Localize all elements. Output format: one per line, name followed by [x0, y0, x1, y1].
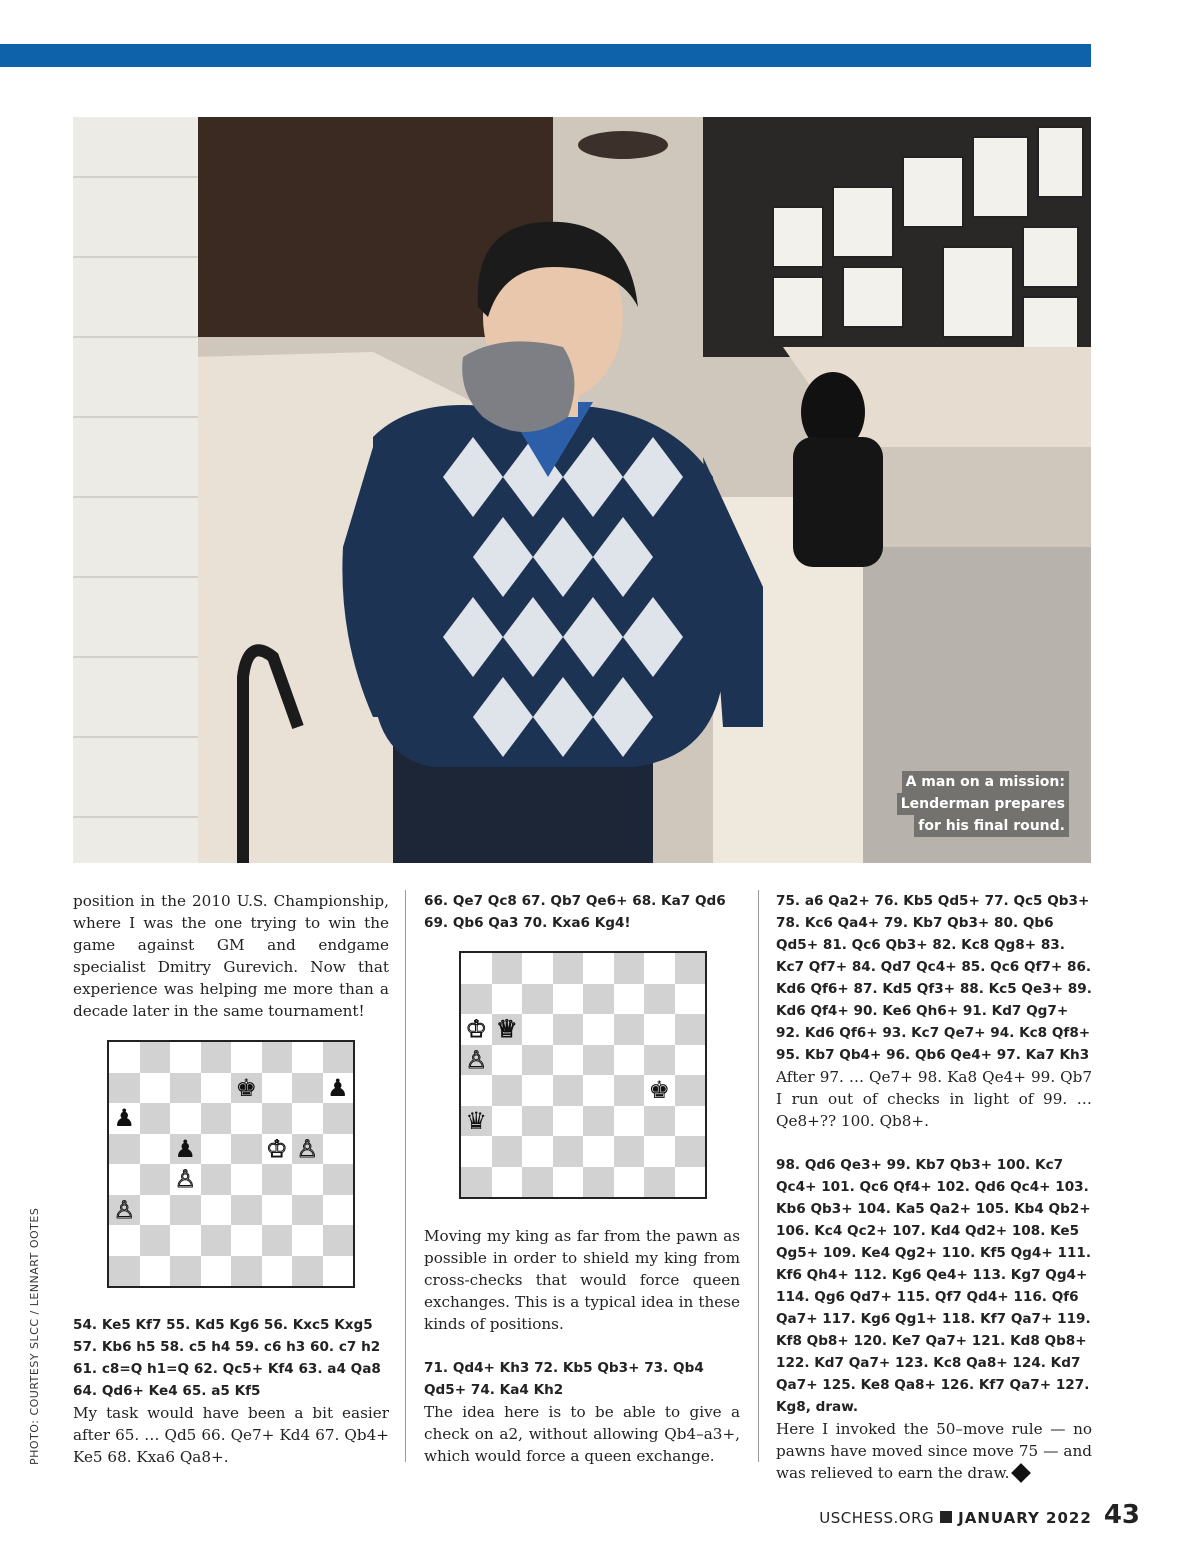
board-square-b7: [140, 1073, 171, 1104]
board-square-g4: [292, 1164, 323, 1195]
board-square-g5: [292, 1134, 323, 1165]
board-square-b1: [492, 1167, 523, 1198]
board-square-e8: [231, 1042, 262, 1073]
paragraph: Here I invoked the 50–move rule — no pawns have moved since move 75 — and was relieved to earn the draw.: [776, 1420, 1092, 1482]
footer-issue: JANUARY 2022: [958, 1509, 1092, 1527]
board-square-a6: [461, 1014, 492, 1045]
board-square-f3: [614, 1106, 645, 1137]
board-square-f2: [262, 1225, 293, 1256]
board-square-b8: [492, 953, 523, 984]
board-square-a2: [461, 1136, 492, 1167]
board-square-e4: [583, 1075, 614, 1106]
board-square-f4: [262, 1164, 293, 1195]
board-square-b8: [140, 1042, 171, 1073]
board-square-g7: [644, 984, 675, 1015]
board-square-a3: [461, 1106, 492, 1137]
chess-diagram-2: [459, 951, 707, 1199]
board-square-h4: [675, 1075, 706, 1106]
photo-caption: A man on a mission: Lenderman prepares for his final round.: [897, 771, 1069, 837]
top-color-bar: [0, 44, 1091, 67]
board-square-b1: [140, 1256, 171, 1287]
board-square-h5: [323, 1134, 354, 1165]
board-square-f8: [262, 1042, 293, 1073]
chess-piece-black: ♟: [174, 1134, 196, 1163]
paragraph: The idea here is to be able to give a check on a2, without allowing Qb4–a3+, which would force a queen exchange.: [424, 1403, 740, 1465]
board-square-f5: [262, 1134, 293, 1165]
board-square-h2: [323, 1225, 354, 1256]
board-square-d5: [201, 1134, 232, 1165]
board-square-e6: [583, 1014, 614, 1045]
chess-piece-white: ♙: [465, 1045, 487, 1074]
column-1: [73, 890, 389, 1022]
chess-piece-white: ♔: [265, 1134, 288, 1163]
chess-piece-white: ♙: [296, 1134, 318, 1163]
board-square-e3: [583, 1106, 614, 1137]
board-square-h6: [675, 1014, 706, 1045]
board-square-b2: [492, 1136, 523, 1167]
board-square-g8: [292, 1042, 323, 1073]
board-square-g4: [644, 1075, 675, 1106]
board-square-e5: [583, 1045, 614, 1076]
board-square-a5: [109, 1134, 140, 1165]
board-square-h2: [675, 1136, 706, 1167]
board-square-a3: [109, 1195, 140, 1226]
board-square-c7: [522, 984, 553, 1015]
board-square-g6: [644, 1014, 675, 1045]
board-square-h7: [675, 984, 706, 1015]
board-square-d8: [553, 953, 584, 984]
game-moves: 66. Qe7 Qc8 67. Qb7 Qe6+ 68. Ka7 Qd6 69. Qb6 Qa3 70. Kxa6 Kg4!: [424, 893, 726, 931]
board-square-h8: [675, 953, 706, 984]
board-square-d6: [201, 1103, 232, 1134]
column-divider: [758, 890, 759, 1462]
board-square-b5: [140, 1134, 171, 1165]
board-square-d1: [201, 1256, 232, 1287]
paragraph: Moving my king as far from the pawn as possible in order to shield my king from cross-checks that would force queen exchanges. This is a typical idea in these kinds of positions.: [424, 1227, 740, 1333]
chess-piece-black: ♚: [648, 1076, 670, 1105]
board-square-c8: [522, 953, 553, 984]
board-square-d5: [553, 1045, 584, 1076]
chess-piece-white: ♕: [495, 1015, 518, 1044]
page-footer: [819, 1500, 1140, 1530]
board-square-e2: [583, 1136, 614, 1167]
board-square-a1: [109, 1256, 140, 1287]
board-square-c7: [170, 1073, 201, 1104]
board-square-h8: [323, 1042, 354, 1073]
board-square-f5: [614, 1045, 645, 1076]
board-square-h4: [323, 1164, 354, 1195]
board-square-e2: [231, 1225, 262, 1256]
board-square-d3: [201, 1195, 232, 1226]
board-square-c3: [170, 1195, 201, 1226]
board-square-b3: [140, 1195, 171, 1226]
board-square-b4: [492, 1075, 523, 1106]
board-square-d8: [201, 1042, 232, 1073]
board-square-c2: [522, 1136, 553, 1167]
board-square-h3: [675, 1106, 706, 1137]
board-square-h3: [323, 1195, 354, 1226]
board-square-e6: [231, 1103, 262, 1134]
board-square-f7: [262, 1073, 293, 1104]
board-square-d2: [201, 1225, 232, 1256]
page-number: 43: [1103, 1500, 1140, 1530]
board-square-g1: [292, 1256, 323, 1287]
board-square-a6: [109, 1103, 140, 1134]
board-square-a7: [461, 984, 492, 1015]
chess-piece-white: ♙: [113, 1195, 135, 1224]
board-square-b7: [492, 984, 523, 1015]
board-square-b6: [492, 1014, 523, 1045]
board-square-f7: [614, 984, 645, 1015]
board-square-d2: [553, 1136, 584, 1167]
board-square-c5: [522, 1045, 553, 1076]
board-square-e7: [231, 1073, 262, 1104]
board-square-g6: [292, 1103, 323, 1134]
board-square-f3: [262, 1195, 293, 1226]
board-square-g3: [292, 1195, 323, 1226]
photo-credit: PHOTO: COURTESY SLCC / LENNART OOTES: [28, 1207, 41, 1465]
board-square-g2: [644, 1136, 675, 1167]
board-square-b2: [140, 1225, 171, 1256]
column-2: [424, 890, 740, 934]
column-1-lower: [73, 1314, 389, 1468]
board-square-a4: [461, 1075, 492, 1106]
board-square-b5: [492, 1045, 523, 1076]
board-square-f8: [614, 953, 645, 984]
board-square-c5: [170, 1134, 201, 1165]
chess-piece-white: ♔: [465, 1015, 487, 1044]
game-moves: 75. a6 Qa2+ 76. Kb5 Qd5+ 77. Qc5 Qb3+ 78. Kc6 Qa4+ 79. Kb7 Qb3+ 80. Qb6 Qd5+ 81. Qc6 Qb3+ 82. Kc8 Qg8+ 83. Kc7 Qf7+ 84. Qd7 Qc4+ 85. Qc6 Qf7+ 86. Kd6 Qf6+ 87. Kd5 Qf3+ 88. Kc5 Qe3+ 89. Kd6 Qf4+ 90. Ke6 Qh6+ 91. Kd7 Qg7+ 92. Kd6 Qf6+ 93. Kc7 Qe7+ 94. Kc8 Qf8+ 95. Kb7 Qb4+ 96. Qb6 Qe4+ 97. Ka7 Kh3: [776, 893, 1092, 1063]
column-2-lower: [424, 1225, 740, 1467]
board-square-a2: [109, 1225, 140, 1256]
board-square-a7: [109, 1073, 140, 1104]
board-square-a4: [109, 1164, 140, 1195]
board-square-h1: [323, 1256, 354, 1287]
chess-piece-black: ♚: [235, 1073, 257, 1102]
board-square-c2: [170, 1225, 201, 1256]
footer-square-icon: [940, 1511, 952, 1523]
game-moves: 71. Qd4+ Kh3 72. Kb5 Qb3+ 73. Qb4 Qd5+ 74. Ka4 Kh2: [424, 1360, 704, 1398]
board-square-g1: [644, 1167, 675, 1198]
column-divider: [405, 890, 406, 1462]
board-square-e1: [583, 1167, 614, 1198]
board-square-e5: [231, 1134, 262, 1165]
board-square-c1: [170, 1256, 201, 1287]
board-square-e4: [231, 1164, 262, 1195]
chess-piece-black: ♛: [465, 1106, 487, 1135]
game-moves: 54. Ke5 Kf7 55. Kd5 Kg6 56. Kxc5 Kxg5 57. Kb6 h5 58. c5 h4 59. c6 h3 60. c7 h2 61. c8=Q h1=Q 62. Qc5+ Kf4 63. a4 Qa8 64. Qd6+ Ke4 65. a5 Kf5: [73, 1317, 381, 1399]
board-square-d4: [553, 1075, 584, 1106]
chess-piece-black: ♟: [113, 1104, 135, 1133]
board-square-a8: [109, 1042, 140, 1073]
board-square-c3: [522, 1106, 553, 1137]
chess-piece-white: ♙: [174, 1165, 196, 1194]
board-square-g8: [644, 953, 675, 984]
board-square-h1: [675, 1167, 706, 1198]
chess-diagram-1: [107, 1040, 355, 1288]
board-square-e3: [231, 1195, 262, 1226]
game-moves: 98. Qd6 Qe3+ 99. Kb7 Qb3+ 100. Kc7 Qc4+ 101. Qc6 Qf4+ 102. Qd6 Qc4+ 103. Kb6 Qb3+ 104. Ka5 Qa2+ 105. Kb4 Qb2+ 106. Kc4 Qc2+ 107. Kd4 Qd2+ 108. Ke5 Qg5+ 109. Ke4 Qg2+ 110. Kf5 Qg4+ 111. Kf6 Qh4+ 112. Kg6 Qe4+ 113. Kg7 Qg4+ 114. Qg6 Qd7+ 115. Qf7 Qd4+ 116. Qf6 Qa7+ 117. Kg6 Qg1+ 118. Kf7 Qa7+ 119. Kf8 Qb8+ 120. Ke7 Qa7+ 121. Kd8 Qb8+ 122. Kd7 Qa7+ 123. Kc8 Qa8+ 124. Kd7 Qa7+ 125. Ke8 Qa8+ 126. Kf7 Qa7+ 127. Kg8, draw.: [776, 1157, 1092, 1415]
board-square-f4: [614, 1075, 645, 1106]
footer-site: USCHESS.ORG: [819, 1509, 935, 1527]
board-square-h6: [323, 1103, 354, 1134]
board-square-a5: [461, 1045, 492, 1076]
board-square-c6: [522, 1014, 553, 1045]
board-square-b6: [140, 1103, 171, 1134]
board-square-c8: [170, 1042, 201, 1073]
board-square-c6: [170, 1103, 201, 1134]
board-square-d3: [553, 1106, 584, 1137]
board-square-g5: [644, 1045, 675, 1076]
end-mark-icon: [1011, 1463, 1031, 1483]
board-square-f1: [614, 1167, 645, 1198]
board-square-h5: [675, 1045, 706, 1076]
board-square-g2: [292, 1225, 323, 1256]
board-square-c1: [522, 1167, 553, 1198]
board-square-c4: [170, 1164, 201, 1195]
board-square-b4: [140, 1164, 171, 1195]
paragraph: After 97. … Qe7+ 98. Ka8 Qe4+ 99. Qb7 I run out of checks in light of 99. … Qe8+?? 100. Qb8+.: [776, 1068, 1092, 1130]
board-square-b3: [492, 1106, 523, 1137]
column-3: [776, 890, 1092, 1484]
board-square-f6: [614, 1014, 645, 1045]
board-square-g3: [644, 1106, 675, 1137]
paragraph: My task would have been a bit easier after 65. … Qd5 66. Qe7+ Kd4 67. Qb4+ Ke5 68. Kxa6 Qa8+.: [73, 1404, 389, 1466]
feature-photo: [73, 117, 1091, 863]
board-square-e1: [231, 1256, 262, 1287]
board-square-a8: [461, 953, 492, 984]
board-square-a1: [461, 1167, 492, 1198]
board-square-g7: [292, 1073, 323, 1104]
board-square-e7: [583, 984, 614, 1015]
board-square-d7: [201, 1073, 232, 1104]
board-square-d1: [553, 1167, 584, 1198]
paragraph: position in the 2010 U.S. Championship, where I was the one trying to win the game against GM and endgame specialist Dmitry Gurevich. Now that experience was helping me more than a decade later in the same tournament!: [73, 892, 389, 1020]
board-square-f1: [262, 1256, 293, 1287]
board-square-d4: [201, 1164, 232, 1195]
board-square-d7: [553, 984, 584, 1015]
board-square-c4: [522, 1075, 553, 1106]
board-square-h7: [323, 1073, 354, 1104]
board-square-d6: [553, 1014, 584, 1045]
board-square-f6: [262, 1103, 293, 1134]
board-square-e8: [583, 953, 614, 984]
chess-piece-black: ♟: [326, 1073, 349, 1102]
board-square-f2: [614, 1136, 645, 1167]
